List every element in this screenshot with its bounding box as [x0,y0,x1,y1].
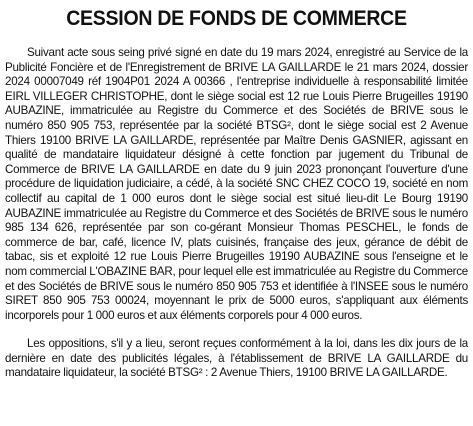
notice-paragraph-oppositions: Les oppositions, s'il y a lieu, seront reçues conformément à la loi, dans les dix jours de la dernière en date des publicités légales, à l'établissement de BRIVE LA GAILLARDE du mandataire liquidateur, la société BTSG² : 2 Avenue Thiers, 19100 BRIVE LA GAILLARDE. [5,337,468,380]
notice-paragraph-sale: Suivant acte sous seing privé signé en date du 19 mars 2024, enregistré au Service de la Publicité Foncière et de l'Enregistrement de BRIVE LA GAILLARDE le 21 mars 2024, dossier 2024 00007049 réf 1904P01 2024 A 00366 , l'entreprise individuelle à responsabilité limitée EIRL VILLEGER CHRISTOPHE, dont le siège social est 12 rue Louis Pierre Brugeilles 19190 AUBAZINE, immatriculée au Registre du Commerce et des Sociétés de BRIVE sous le numéro 850 905 753, représentée par la société BTSG², dont le siège social est 2 Avenue Thiers 19100 BRIVE LA GAILLARDE, représentée par Maître Denis GASNIER, agissant en qualité de mandataire liquidateur désigné à cette fonction par jugement du Tribunal de Commerce de BRIVE LA GAILLARDE en date du 9 juin 2023 prononçant l'ouverture d'une procédure de liquidation judiciaire, a cédé, à la société SNC CHEZ COCO 19, société en nom collectif au capital de 1 000 euros dont le siège social est situé lieu-dit Le Bourg 19190 AUBAZINE immatriculée au Registre du Commerce et des Sociétés de BRIVE sous le numéro 985 134 626, représentée par son co-gérant Monsieur Thomas PESCHEL, le fonds de commerce de bar, café, licence IV, plats cuisinés, française des jeux, gérance de débit de tabac, sis et exploité 12 rue Louis Pierre Brugeilles 19190 AUBAZINE sous l'enseigne et le nom commercial L'OBAZINE BAR, pour lequel elle est immatriculée au Registre du Commerce et des Sociétés de BRIVE sous le numéro 850 905 753 et identifiée à l'INSEE sous le numéro SIRET 850 905 753 00024, moyennant le prix de 5000 euros, s'appliquant aux éléments incorporels pour 1 000 euros et aux éléments corporels pour 4 000 euros. [5,46,468,322]
notice-title: CESSION DE FONDS DE COMMERCE [66,7,407,30]
